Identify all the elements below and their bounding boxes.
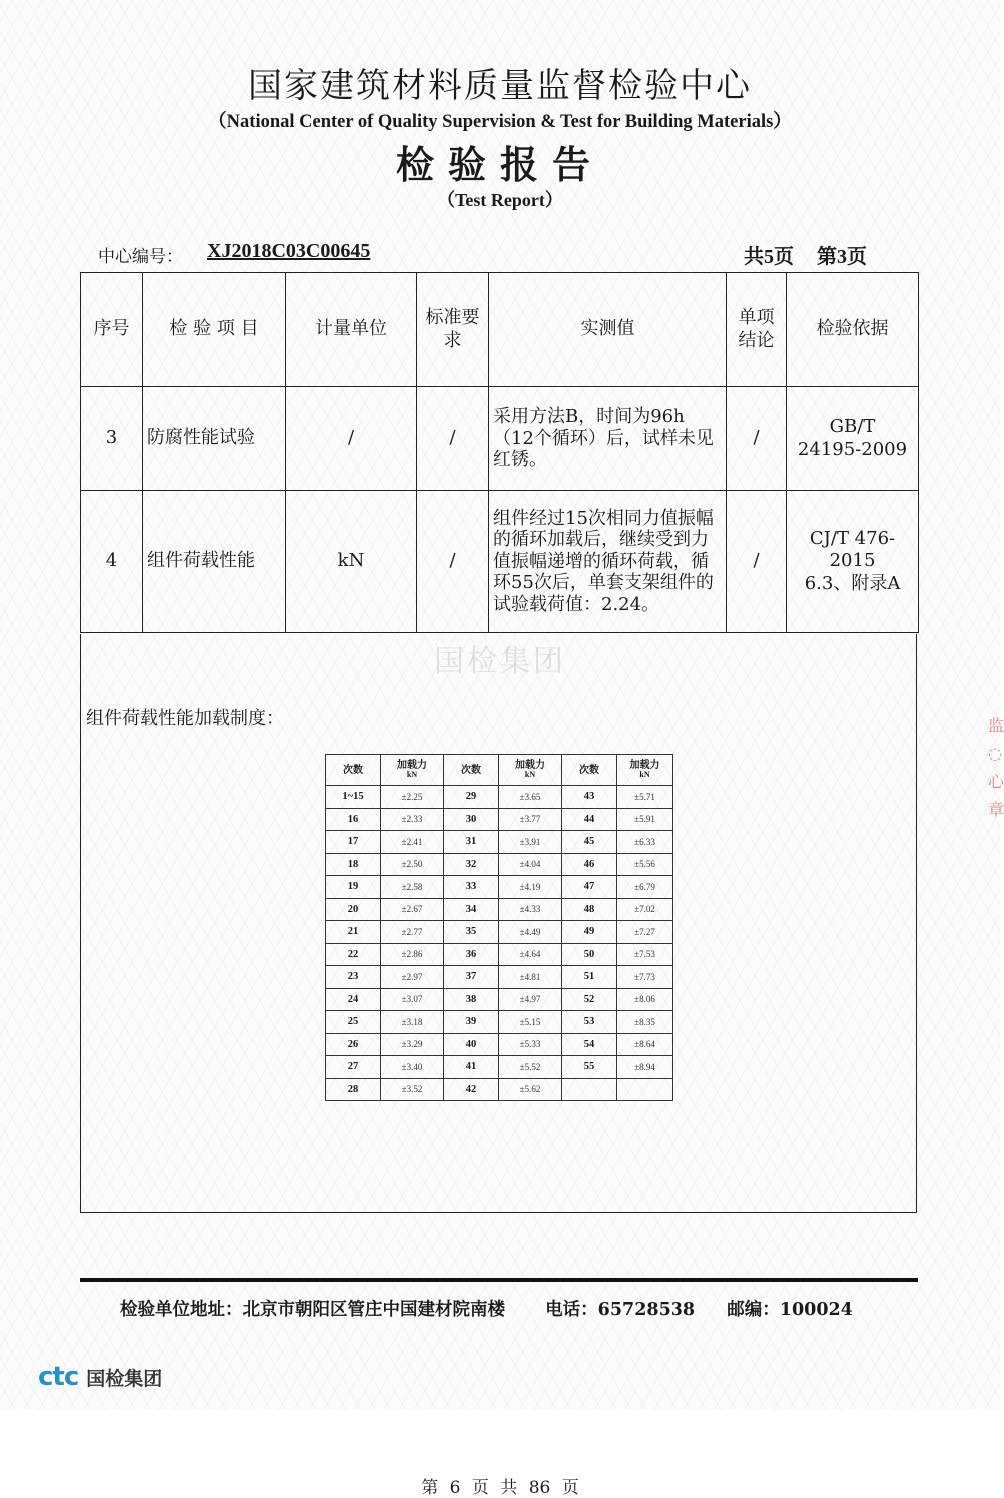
- row-item: 组件荷载性能: [143, 491, 286, 633]
- load-cycle-count: 42: [444, 1078, 499, 1101]
- load-cycle-count: 36: [444, 943, 499, 966]
- page-count: 共5页 第3页: [744, 246, 867, 268]
- table-row: [326, 786, 673, 809]
- table-row: [326, 876, 673, 899]
- load-cycle-count: 45: [562, 831, 617, 854]
- table-row: [326, 1056, 673, 1079]
- row-conclusion: /: [727, 491, 787, 633]
- report-title-cn: 检验报告: [395, 142, 604, 187]
- load-header-row: [326, 755, 673, 786]
- load-force-value: ±2.86: [381, 943, 444, 966]
- row-requirement: /: [417, 387, 489, 491]
- load-force-value: ±4.64: [499, 943, 562, 966]
- row-measured-value: 组件经过15次相同力值振幅的循环加载后，继续受到力值振幅递增的循环荷载，循环55次后，单套支架组件的试验载荷值：2.24。: [489, 491, 727, 633]
- org-title-en: （National Center of Quality Supervision & Test for Building Materials）: [208, 112, 792, 132]
- load-force-value: ±3.52: [381, 1078, 444, 1101]
- page-number-footer: 第 6 页 共 86 页: [421, 1478, 579, 1498]
- load-cycle-count: 18: [326, 853, 381, 876]
- load-cycle-count: 37: [444, 966, 499, 989]
- load-force-value: ±4.19: [499, 876, 562, 899]
- load-force-value: ±5.91: [617, 808, 673, 831]
- load-cycle-count: 50: [562, 943, 617, 966]
- footer-address: 检验单位地址：北京市朝阳区管庄中国建材院南楼: [120, 1300, 505, 1320]
- load-force-value: ±2.25: [381, 786, 444, 809]
- load-force-value: ±7.73: [617, 966, 673, 989]
- load-table-body: [326, 786, 673, 1101]
- basis-line: 6.3、附录A: [804, 572, 901, 594]
- report-title-en: （Test Report）: [437, 190, 563, 210]
- load-force-value: ±5.15: [499, 1011, 562, 1034]
- load-force-value: ±8.94: [617, 1056, 673, 1079]
- load-cycle-count: 1~15: [326, 786, 381, 809]
- load-force-value: ±5.56: [617, 853, 673, 876]
- load-cycle-count: 29: [444, 786, 499, 809]
- table-header-row: [81, 273, 919, 387]
- report-number: XJ2018C03C00645: [207, 240, 371, 262]
- load-force-value: ±3.07: [381, 988, 444, 1011]
- load-cycle-count: 51: [562, 966, 617, 989]
- col-header: 标准要求: [417, 273, 489, 387]
- footer-postcode: 邮编：100024: [727, 1300, 853, 1320]
- col-header: 检 验 项 目: [143, 273, 286, 387]
- load-cycle-count: 26: [326, 1033, 381, 1056]
- load-force-value: ±5.33: [499, 1033, 562, 1056]
- load-cycle-count: 24: [326, 988, 381, 1011]
- load-header-count: 次数: [326, 755, 381, 786]
- load-cycle-count: 38: [444, 988, 499, 1011]
- load-force-value: ±4.81: [499, 966, 562, 989]
- load-cycle-count: 27: [326, 1056, 381, 1079]
- load-cycle-count: 52: [562, 988, 617, 1011]
- table-row: [326, 1011, 673, 1034]
- load-force-value: ±4.04: [499, 853, 562, 876]
- load-force-value: ±4.33: [499, 898, 562, 921]
- load-force-value: ±2.58: [381, 876, 444, 899]
- load-cycle-count: 55: [562, 1056, 617, 1079]
- basis-line: GB/T: [829, 416, 876, 437]
- row-measured-value: 采用方法B，时间为96h（12个循环）后，试样未见红锈。: [489, 387, 727, 491]
- row-basis: [787, 491, 919, 633]
- load-force-value: ±2.50: [381, 853, 444, 876]
- table-row: [326, 898, 673, 921]
- load-force-value: ±7.02: [617, 898, 673, 921]
- footer-contact: [120, 1296, 853, 1321]
- load-force-value: ±6.33: [617, 831, 673, 854]
- load-force-value: ±2.41: [381, 831, 444, 854]
- ctc-logo-text: 国检集团: [86, 1367, 163, 1390]
- load-force-value: ±6.79: [617, 876, 673, 899]
- row-unit: kN: [286, 491, 417, 633]
- load-cycle-count: 44: [562, 808, 617, 831]
- table-row: [326, 853, 673, 876]
- col-header: 单项结论: [727, 273, 787, 387]
- table-row: [326, 1033, 673, 1056]
- load-cycle-count: 49: [562, 921, 617, 944]
- load-header-force: 加载力 kN: [381, 755, 444, 786]
- load-force-value: ±3.40: [381, 1056, 444, 1079]
- load-cycle-count: 34: [444, 898, 499, 921]
- load-cycle-count: 43: [562, 786, 617, 809]
- row-unit: /: [286, 387, 417, 491]
- load-cycle-count: 31: [444, 831, 499, 854]
- report-number-label: 中心编号：: [98, 247, 183, 267]
- load-cycle-count: 30: [444, 808, 499, 831]
- load-header-count: 次数: [444, 755, 499, 786]
- loading-scheme-table: [325, 754, 673, 1101]
- load-force-value: ±8.64: [617, 1033, 673, 1056]
- load-cycle-count: 32: [444, 853, 499, 876]
- load-cycle-count: 33: [444, 876, 499, 899]
- load-cycle-count: 21: [326, 921, 381, 944]
- load-force-value: ±5.62: [499, 1078, 562, 1101]
- loading-scheme-title: 组件荷载性能加载制度：: [86, 708, 284, 729]
- table-row: [326, 808, 673, 831]
- load-force-value: ±3.18: [381, 1011, 444, 1034]
- load-force-value: ±3.77: [499, 808, 562, 831]
- load-cycle-count: 20: [326, 898, 381, 921]
- basis-line: 24195-2009: [797, 438, 908, 460]
- load-cycle-count: 28: [326, 1078, 381, 1101]
- load-cycle-count: 17: [326, 831, 381, 854]
- load-cycle-count: 41: [444, 1056, 499, 1079]
- load-cycle-count: 47: [562, 876, 617, 899]
- load-cycle-count: 22: [326, 943, 381, 966]
- load-header-force: 加载力 kN: [617, 755, 673, 786]
- load-force-value: ±3.29: [381, 1033, 444, 1056]
- test-results-table: [80, 272, 919, 633]
- load-force-value: ±3.65: [499, 786, 562, 809]
- col-header: 序号: [81, 273, 143, 387]
- load-force-value: ±5.71: [617, 786, 673, 809]
- load-force-value: ±3.91: [499, 831, 562, 854]
- load-cycle-count: 53: [562, 1011, 617, 1034]
- org-title-cn: 国家建筑材料质量监督检验中心: [248, 66, 752, 106]
- load-header-force: 加载力 kN: [499, 755, 562, 786]
- load-header-count: 次数: [562, 755, 617, 786]
- load-cycle-count: 16: [326, 808, 381, 831]
- load-force-value: ±5.52: [499, 1056, 562, 1079]
- load-cycle-count: 35: [444, 921, 499, 944]
- row-conclusion: /: [727, 387, 787, 491]
- load-force-value: ±2.67: [381, 898, 444, 921]
- table-row: [81, 387, 919, 491]
- footer-divider: [80, 1278, 918, 1282]
- ctc-logo: [38, 1362, 162, 1392]
- watermark: 国检集团: [434, 644, 566, 679]
- table-row: [81, 491, 919, 633]
- load-force-value: ±2.97: [381, 966, 444, 989]
- row-no: 3: [81, 387, 143, 491]
- load-force-value: ±7.53: [617, 943, 673, 966]
- col-header: 实测值: [489, 273, 727, 387]
- load-force-value: ±8.35: [617, 1011, 673, 1034]
- load-cycle-count: 19: [326, 876, 381, 899]
- row-requirement: /: [417, 491, 489, 633]
- load-cycle-count: 40: [444, 1033, 499, 1056]
- load-force-value: ±7.27: [617, 921, 673, 944]
- table-row: [326, 1078, 673, 1101]
- load-cycle-count: 39: [444, 1011, 499, 1034]
- load-cycle-count: 54: [562, 1033, 617, 1056]
- row-item: 防腐性能试验: [143, 387, 286, 491]
- row-no: 4: [81, 491, 143, 633]
- table-row: [326, 988, 673, 1011]
- ctc-logo-mark: ctc: [38, 1362, 79, 1392]
- load-force-value: ±4.49: [499, 921, 562, 944]
- table-row: [326, 831, 673, 854]
- load-cycle-count: [562, 1078, 617, 1101]
- load-force-value: [617, 1078, 673, 1101]
- load-cycle-count: 48: [562, 898, 617, 921]
- load-force-value: ±8.06: [617, 988, 673, 1011]
- load-cycle-count: 23: [326, 966, 381, 989]
- load-force-value: ±4.97: [499, 988, 562, 1011]
- table-row: [326, 966, 673, 989]
- footer-phone: 电话：65728538: [545, 1300, 696, 1320]
- load-force-value: ±2.77: [381, 921, 444, 944]
- load-cycle-count: 25: [326, 1011, 381, 1034]
- basis-line: CJ/T 476-2015: [809, 527, 896, 572]
- red-seal-fragment: 监 ◌ 心 章: [988, 716, 1004, 819]
- load-force-value: ±2.33: [381, 808, 444, 831]
- row-basis: [787, 387, 919, 491]
- table-row: [326, 943, 673, 966]
- col-header: 检验依据: [787, 273, 919, 387]
- load-cycle-count: 46: [562, 853, 617, 876]
- col-header: 计量单位: [286, 273, 417, 387]
- table-row: [326, 921, 673, 944]
